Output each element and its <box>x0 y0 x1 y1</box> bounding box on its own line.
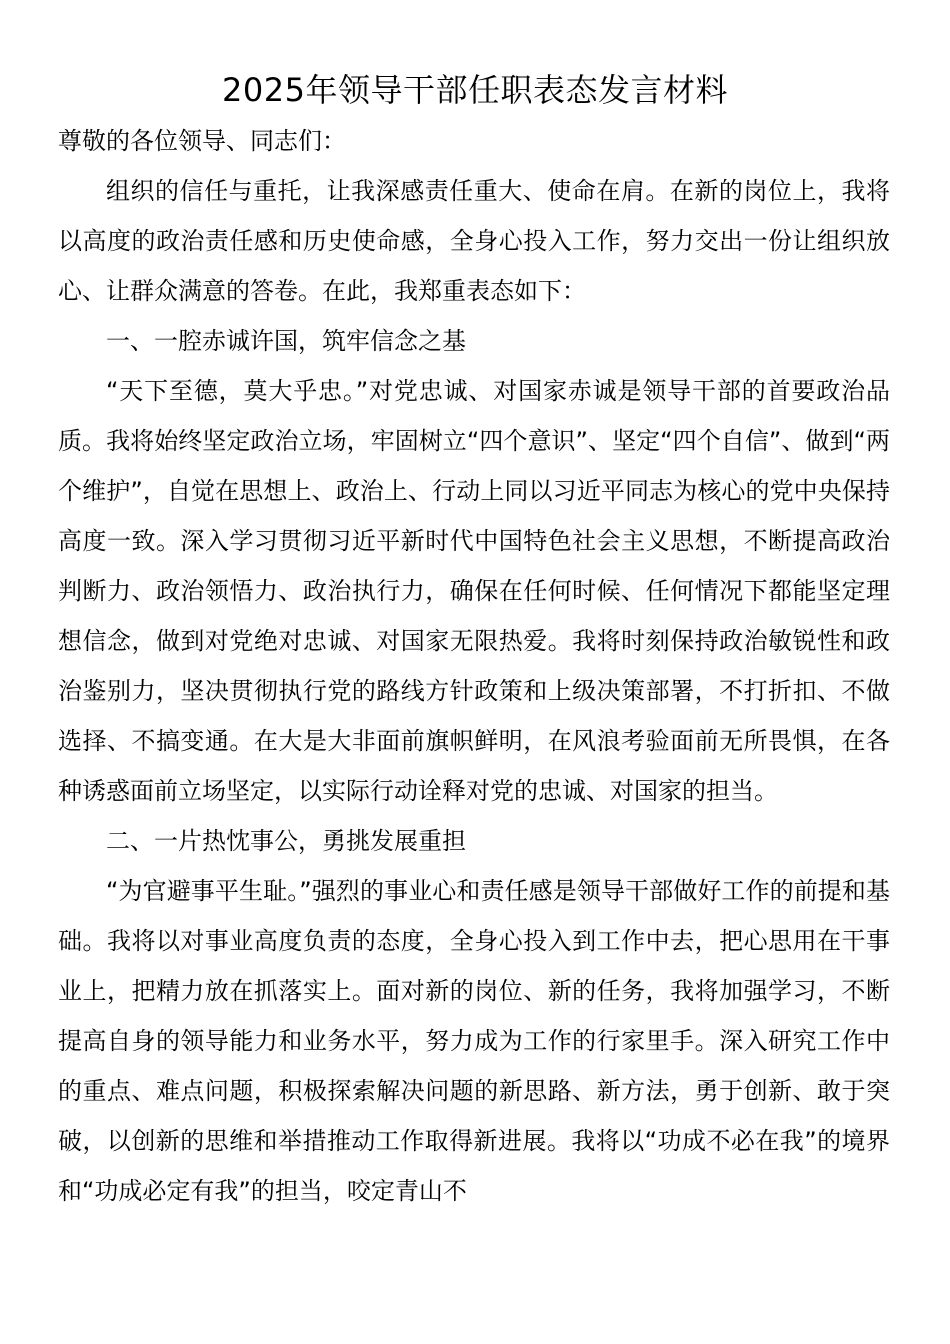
paragraph: “为官避事平生耻。”强烈的事业心和责任感是领导干部做好工作的前提和基础。我将以对事业高度负责的态度，全身心投入到工作中去，把心思用在干事业上，把精力放在抓落实上。面对新的岗位、新的任务，我将加强学习，不断提高自身的领导能力和业务水平，努力成为工作的行家里手。深入研究工作中的重点、难点问题，积极探索解决问题的新思路、新方法，勇于创新、敢于突破，以创新的思维和举措推动工作取得新进展。我将以“功成不必在我”的境界和“功成必定有我”的担当，咬定青山不 <box>58 877 890 1205</box>
section-heading: 一、一腔赤诚许国，筑牢信念之基 <box>106 327 466 355</box>
salutation: 尊敬的各位领导、同志们： <box>58 127 346 155</box>
paragraph: 组织的信任与重托，让我深感责任重大、使命在肩。在新的岗位上，我将以高度的政治责任感和历史使命感，全身心投入工作，努力交出一份让组织放心、让群众满意的答卷。在此，我郑重表态如下： <box>58 177 890 305</box>
section-heading: 二、一片热忱事公，勇挑发展重担 <box>106 827 466 855</box>
document-title: 2025年领导干部任职表态发言材料 <box>222 71 728 109</box>
paragraph: “天下至德，莫大乎忠。”对党忠诚、对国家赤诚是领导干部的首要政治品质。我将始终坚定政治立场，牢固树立“四个意识”、坚定“四个自信”、做到“两个维护”，自觉在思想上、政治上、行动上同以习近平同志为核心的党中央保持高度一致。深入学习贯彻习近平新时代中国特色社会主义思想，不断提高政治判断力、政治领悟力、政治执行力，确保在任何时候、任何情况下都能坚定理想信念，做到对党绝对忠诚、对国家无限热爱。我将时刻保持政治敏锐性和政治鉴别力，坚决贯彻执行党的路线方针政策和上级决策部署，不打折扣、不做选择、不搞变通。在大是大非面前旗帜鲜明，在风浪考验面前无所畏惧，在各种诱惑面前立场坚定，以实际行动诠释对党的忠诚、对国家的担当。 <box>58 377 890 805</box>
document-body <box>58 116 890 1216</box>
